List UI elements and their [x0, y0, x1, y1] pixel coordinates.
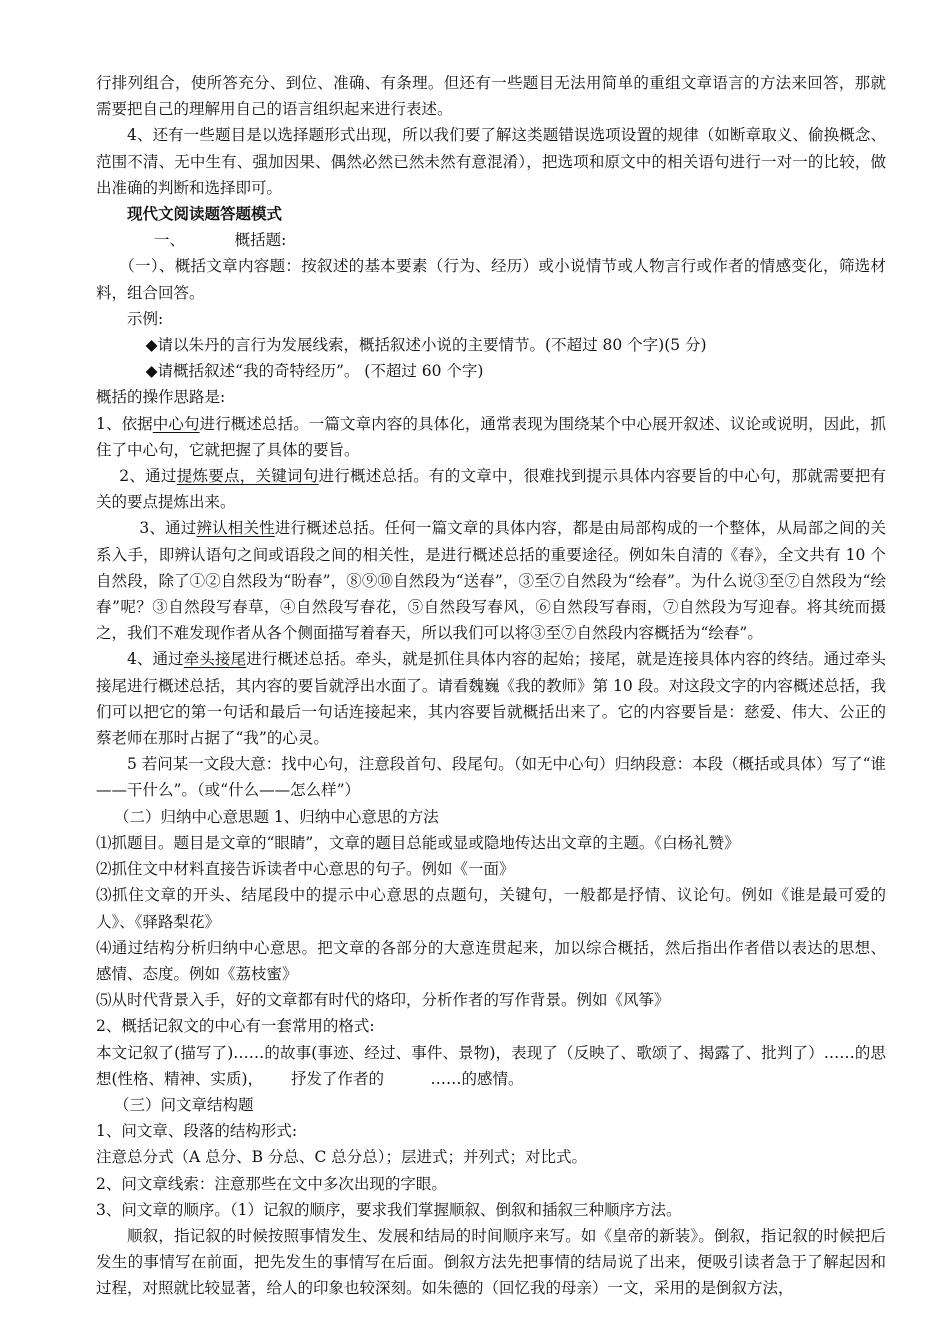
structure-item-4: 3、问文章的顺序。（1）记叙的顺序，要求我们掌握顺叙、倒叙和插叙三种顺序方法。: [96, 1200, 682, 1219]
subsection-central-idea: （二）归纳中心意思题 1、归纳中心意思的方法: [114, 807, 439, 826]
subsection-content-summary: （一）、概括文章内容题：按叙述的基本要素（行为、经历）或小说情节或人物言行或作者的情感变化，筛选材料，组合回答。: [96, 257, 886, 302]
section-number: 一、: [154, 231, 186, 250]
central-method-4: ⑷通过结构分析归纳中心意思。把文章的各部分的大意连贯起来，加以综合概括，然后指出作者借以表达的思想、感情、态度。例如《荔枝蜜》: [96, 938, 886, 983]
method-1-keyword: 中心句: [152, 414, 200, 433]
method-2-body: 进行概述总括。有的文章中，很难找到提示具体内容要旨的中心句，那就需要把有关的要点提炼出来。: [96, 467, 886, 512]
template-part-2: 抒发了作者的: [291, 1069, 385, 1088]
central-method-5: ⑸从时代背景入手，好的文章都有时代的烙印，分析作者的写作背景。例如《风筝》: [96, 991, 670, 1010]
method-4-prefix: 4、通过: [127, 650, 184, 669]
example-label: 示例:: [127, 309, 164, 328]
section-heading-summary: [96, 227, 886, 253]
example-item-1: ◆请以朱丹的言行为发展线索，概括叙述小说的主要情节。(不超过 80 个字)(5 分): [145, 336, 707, 355]
method-5: 5 若问某一文段大意：找中心句，注意段首句、段尾句。（如无中心句）归纳段意：本段（概括或具体）写了“谁——干什么”。（或“什么——怎么样”）: [96, 755, 886, 800]
method-4: [96, 646, 886, 751]
example-item-2: ◆请概括叙述“我的奇特经历”。 (不超过 60 个字): [145, 362, 484, 381]
method-1: [96, 411, 886, 463]
section-title: 现代文阅读题答题模式: [127, 204, 283, 224]
structure-item-2: 注意总分式（A 总分、B 分总、C 总分总）；层进式；并列式；对比式。: [96, 1148, 587, 1167]
structure-item-5: 顺叙，指记叙的时候按照事情发生、发展和结局的时间顺序来写。如《皇帝的新装》。倒叙，指记叙的时候把后发生的事情写在前面，把先发生的事情写在后面。倒叙方法先把事情的结局说了出来，便吸引读者急于了解起因和过程，对照就比较显著，给人的印象也较深刻。如朱德的（回忆我的母亲）一文，采用的是倒叙方法，: [96, 1226, 886, 1298]
method-3: [96, 515, 886, 646]
method-4-keyword: 牵头接尾: [183, 650, 247, 669]
method-2-keyword: 提炼要点，关键词句: [176, 467, 319, 486]
method-3-body: 进行概述总括。任何一篇文章的具体内容，都是由局部构成的一个整体，从局部之间的关系入手，即辨认语句之间或语段之间的相关性，是进行概述总括的重要途径。例如朱自清的《春》，全文共有 10 个自然段，除了①②自然段为“盼春”，⑧⑨⑩自然段为“送春”，③至⑦自然段为“绘春”。为什么说③至⑦自然段为“绘春”呢？③自然段写春草，④自然段写春花，⑤自然段写春风，⑥自然段写春雨，⑦自然段为写迎春。将其统而摄之，我们不难发现作者从各个侧面描写着春天，所以我们可以将③至⑦自然段内容概括为“绘春”。: [96, 519, 886, 643]
method-1-prefix: 1、依据: [96, 414, 153, 433]
structure-item-1: 1、问文章、段落的结构形式:: [96, 1122, 298, 1141]
structure-item-3: 2、问文章线索：注意那些在文中多次出现的字眼。: [96, 1174, 447, 1193]
method-intro: 概括的操作思路是:: [96, 388, 226, 407]
central-format-heading: 2、概括记叙文的中心有一套常用的格式:: [96, 1017, 375, 1036]
central-method-3: ⑶抓住文章的开头、结尾段中的提示中心意思的点题句，关键句，一般都是抒情、议论句。例如《谁是最可爱的人》、《驿路梨花》: [96, 886, 886, 931]
central-method-2: ⑵抓住文中材料直接告诉读者中心意思的句子。例如《一面》: [96, 860, 515, 879]
method-3-prefix: 3、通过: [139, 519, 197, 538]
paragraph-continuation: 行排列组合，使所答充分、到位、准确、有条理。但还有一些题目无法用简单的重组文章语言的方法来回答，那就需要把自己的理解用自己的语言组织起来进行表述。: [96, 74, 886, 119]
method-4-body: 进行概述总括。牵头，就是抓住具体内容的起始；接尾，就是连接具体内容的终结。通过牵头接尾进行概述总括，其内容的要旨就浮出水面了。请看魏巍《我的教师》第 10 段。对这段文字的内容概述总括，我们可以把它的第一句话和最后一句话连接起来，其内容要旨就概括出来了。它的内容要旨是：慈爱、伟大、公正的蔡老师在那时占据了“我”的心灵。: [96, 650, 886, 748]
template-part-1: 本文记叙了(描写了)……的故事(事迹、经过、事件、景物)，表现了（反映了、歌颂了、揭露了、批判了）……的思想(性格、精神、实质)，: [96, 1043, 886, 1088]
central-method-1: ⑴抓题目。题目是文章的“眼睛”，文章的题目总能或显或隐地传达出文章的主题。《白杨礼赞》: [96, 833, 740, 852]
method-3-keyword: 辨认相关性: [196, 519, 275, 538]
section-label: 概括题:: [234, 231, 287, 250]
method-1-body: 进行概述总括。一篇文章内容的具体化，通常表现为围绕某个中心展开叙述、议论或说明，因此，抓住了中心句，它就把握了具体的要旨。: [96, 414, 886, 459]
document-page: [96, 70, 886, 1302]
template-part-3: ……的感情。: [430, 1069, 524, 1088]
method-2-prefix: 2、通过: [119, 467, 177, 486]
central-format-template: [96, 1040, 886, 1092]
paragraph-choice-questions: 4、还有一些题目是以选择题形式出现，所以我们要了解这类题错误选项设置的规律（如断章取义、偷换概念、范围不清、无中生有、强加因果、偶然必然已然未然有意混淆），把选项和原文中的相关语句进行一对一的比较，做出准确的判断和选择即可。: [96, 126, 886, 197]
method-2: [96, 463, 886, 515]
subsection-structure: （三）问文章结构题: [114, 1095, 254, 1114]
